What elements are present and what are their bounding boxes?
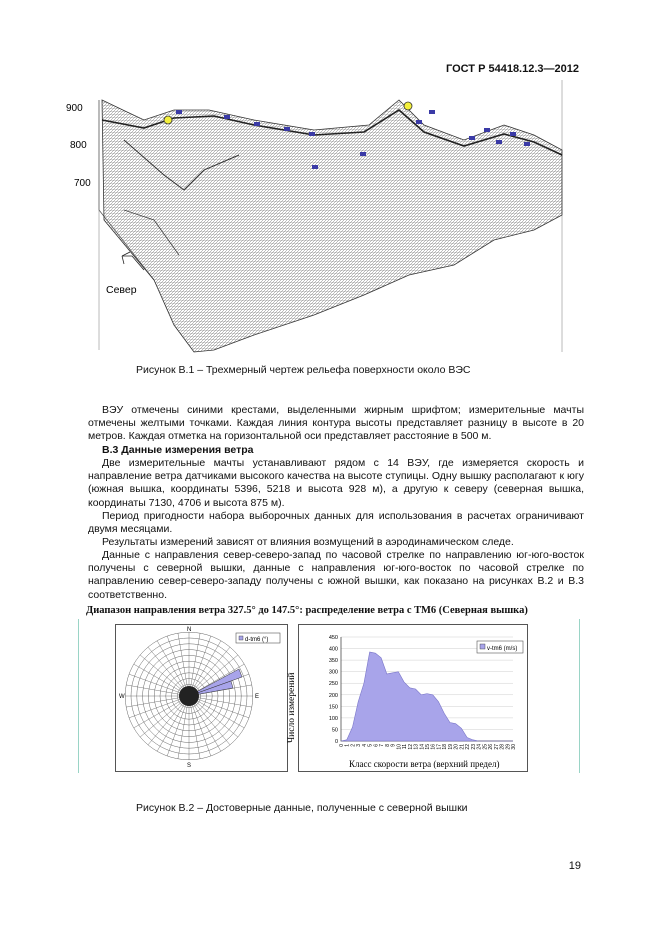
y-tick-label: 0 — [334, 739, 338, 745]
terrain-3d-figure — [64, 80, 580, 352]
histogram-y-ticks — [329, 635, 338, 745]
rose-legend-swatch — [239, 636, 243, 640]
y-tick-label: 150 — [328, 704, 338, 711]
mast-marker-south — [164, 116, 172, 124]
elevation-label-700: 700 — [74, 178, 91, 189]
compass-e: E — [255, 694, 260, 700]
paragraph-directions: Данные с направления север-северо-запад по часовой стрелке по направлению юг-юго-восток получены с северной вышки, данные с направления юг-юго-восток по часовой стрелке по направлению север-северо-западу получены с южной вышки, как показано на рисунках В.2 и В.3 соответственно. — [88, 549, 584, 601]
x-tick-label: 3 — [356, 744, 363, 747]
histogram-x-label: Класс скорости ветра (верхний предел) — [349, 759, 500, 769]
x-tick-label: 7 — [379, 744, 386, 747]
y-tick-label: 400 — [328, 646, 338, 653]
elevation-label-800: 800 — [70, 140, 87, 151]
page-number: 19 — [568, 860, 581, 872]
x-tick-label: 2 — [350, 744, 357, 747]
y-tick-label: 50 — [331, 727, 338, 734]
x-tick-label: 10 — [396, 744, 403, 750]
mast-marker-north — [404, 102, 412, 110]
x-tick-label: 27 — [493, 744, 500, 750]
paragraph-period: Период пригодности набора выборочных данных для использования в расчетах ограничивают двумя месяцами. — [88, 510, 584, 536]
wind-speed-histogram — [287, 624, 528, 772]
histogram-legend-swatch — [480, 644, 485, 649]
x-tick-label: 13 — [413, 744, 420, 750]
figure2-caption: Рисунок В.2 – Достоверные данные, полученные с северной вышки — [136, 802, 468, 814]
x-tick-label: 19 — [447, 744, 454, 750]
y-tick-label: 300 — [328, 669, 338, 676]
figure2-title: Диапазон направления ветра 327.5° до 147.5°: распределение ветра с ТМ6 (Северная вышка) — [86, 605, 528, 616]
x-tick-label: 11 — [402, 744, 409, 750]
y-tick-label: 250 — [328, 681, 338, 688]
paragraph-results: Результаты измерений зависят от влияния возмущений в аэродинамическом следе. — [102, 536, 514, 548]
x-tick-label: 26 — [488, 744, 495, 750]
compass-s: S — [187, 763, 192, 769]
y-tick-label: 450 — [328, 635, 338, 641]
x-tick-label: 6 — [373, 744, 380, 747]
histogram-legend-label: v-tm6 (m/s) — [487, 646, 518, 652]
histogram-x-ticks — [339, 744, 517, 750]
x-tick-label: 29 — [505, 744, 512, 750]
x-tick-label: 16 — [430, 744, 437, 750]
compass-w: W — [119, 694, 125, 700]
x-tick-label: 12 — [407, 744, 414, 750]
rose-center — [179, 686, 199, 706]
x-tick-label: 20 — [453, 744, 460, 750]
wind-rose-chart — [115, 624, 288, 772]
document-header: ГОСТ Р 54418.12.3—2012 — [445, 63, 579, 75]
north-label: Север — [106, 284, 137, 296]
elevation-label-900: 900 — [66, 103, 83, 114]
compass-n: N — [187, 627, 192, 633]
y-tick-label: 200 — [328, 692, 338, 699]
x-tick-label: 30 — [511, 744, 517, 750]
x-tick-label: 24 — [476, 744, 483, 750]
histogram-series-area — [341, 652, 513, 741]
x-tick-label: 18 — [442, 744, 449, 750]
x-tick-label: 15 — [425, 744, 431, 750]
x-tick-label: 5 — [367, 744, 374, 747]
x-tick-label: 25 — [482, 744, 489, 750]
x-tick-label: 14 — [419, 744, 426, 750]
paragraph-masts: Две измерительные мачты устанавливают рядом с 14 ВЭУ, где измеряется скорость и направление ветра датчиками высокого качества на высоте ступицы. Одну вышку располагают к югу (южная вышка, координаты 5396, 5218 и высота 928 м), а другую к северу (северная вышка, координаты 7130, 4706 и высота 875 м). — [88, 457, 584, 509]
x-tick-label: 9 — [390, 744, 397, 747]
y-tick-label: 350 — [328, 658, 338, 665]
rose-legend-label: d-tm6 (°) — [245, 637, 269, 643]
x-tick-label: 4 — [361, 744, 368, 747]
x-tick-label: 1 — [344, 744, 351, 747]
figure1-caption: Рисунок В.1 – Трехмерный чертеж рельефа поверхности около ВЭС — [136, 364, 471, 376]
x-tick-label: 17 — [436, 744, 443, 750]
x-tick-label: 28 — [499, 744, 506, 750]
x-tick-label: 23 — [470, 744, 477, 750]
paragraph-markers: ВЭУ отмечены синими крестами, выделенными жирным шрифтом; измерительные мачты отмечены желтыми точками. Каждая линия контура высоты представляет разницу в высоте в 20 метров. Каждая отметка на горизонтальной оси представляет расстояние в 500 м. — [88, 404, 584, 443]
x-tick-label: 8 — [384, 744, 391, 747]
x-tick-label: 22 — [465, 744, 472, 750]
y-tick-label: 100 — [328, 715, 338, 722]
section-heading: В.3 Данные измерения ветра — [102, 444, 254, 456]
x-tick-label: 0 — [339, 744, 345, 747]
x-tick-label: 21 — [459, 744, 466, 750]
histogram-y-label: Число измерений — [287, 672, 297, 743]
